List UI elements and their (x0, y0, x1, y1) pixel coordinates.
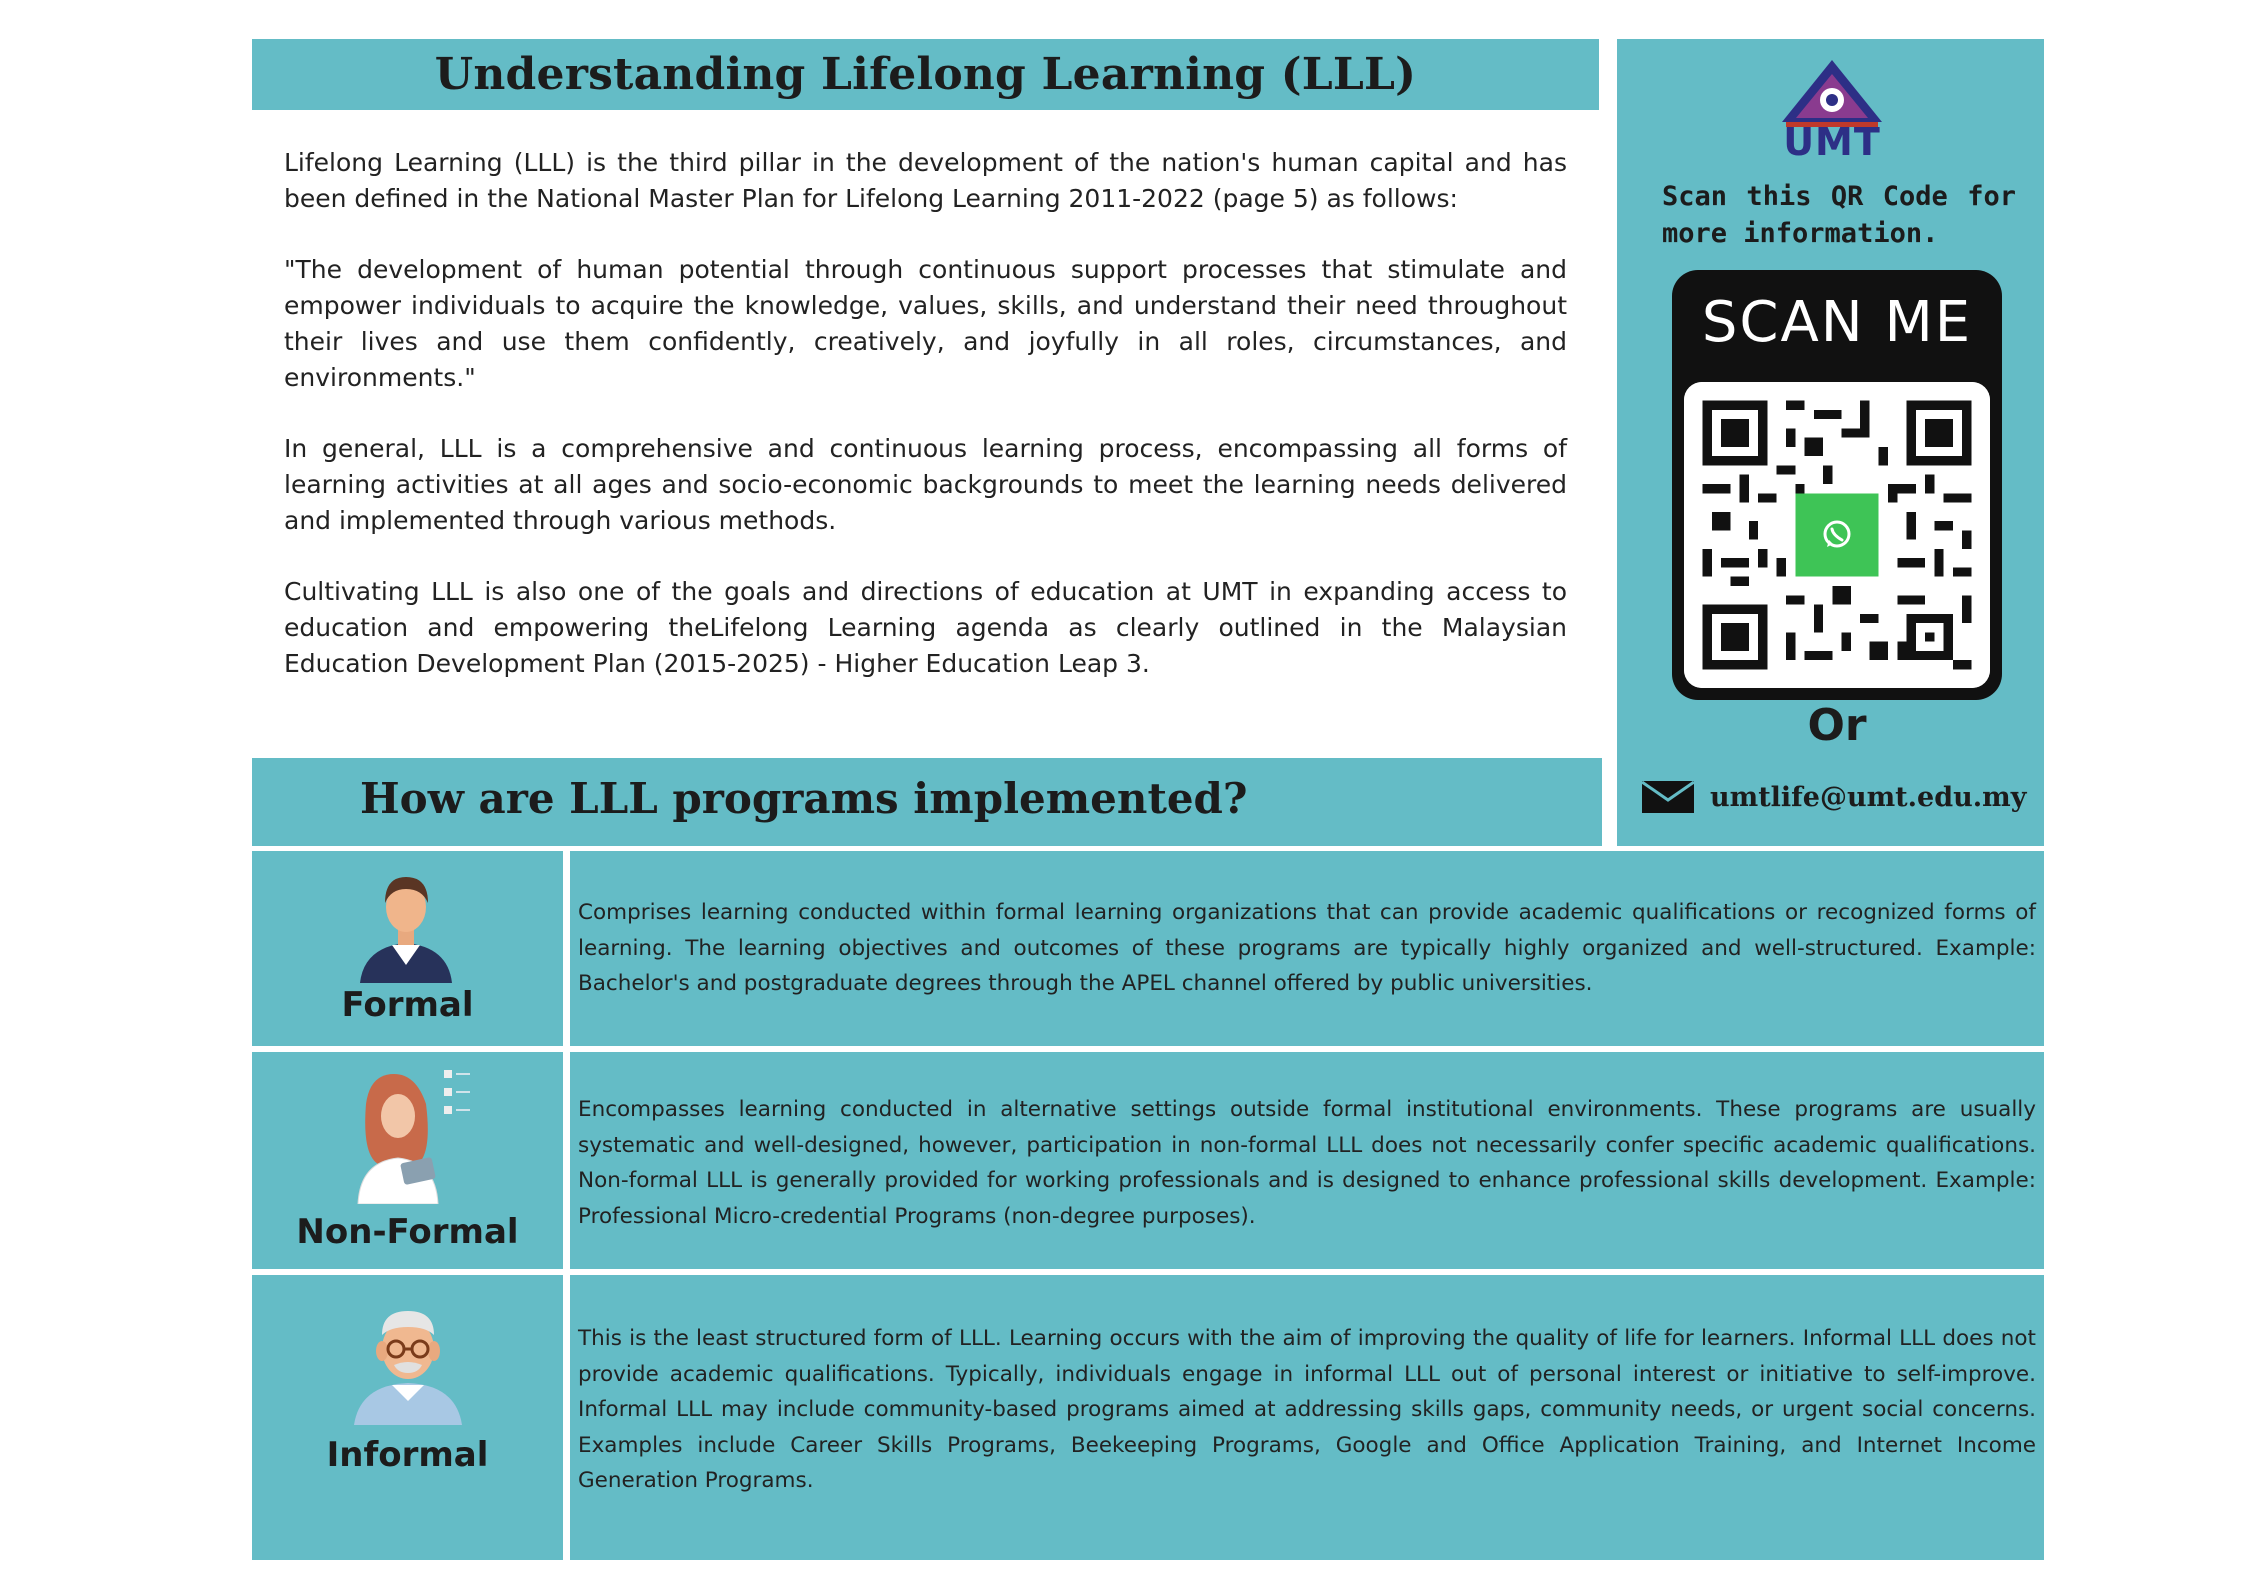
qr-code[interactable] (1684, 382, 1990, 688)
non-formal-label-cell (252, 1052, 563, 1269)
intro-paragraph-3: In general, LLL is a comprehensive and continuous learning process, encompassing all forms of learning activities at all ages and socio-economic backgrounds to meet the learning needs delivered and implemented through various methods. (284, 434, 1567, 535)
title-banner (252, 39, 1599, 110)
logo-text: UMT (1783, 120, 1881, 164)
informal-description-cell (570, 1275, 2044, 1560)
whatsapp-icon (1819, 517, 1855, 553)
email-address[interactable]: umtlife@umt.edu.my (1710, 781, 2027, 813)
row-description-informal: This is the least structured form of LLL. Learning occurs with the aim of improving the quality of life for learners. Informal LLL does not provide academic qualifications. Typically, individuals engage in informal LLL out of personal interest or initiative to self-improve. Informal LLL may include community-based programs aimed at addressing skills gaps, community needs, or urgent social concerns. Examples include Career Skills Programs, Beekeeping Programs, Google and Office Application Training, and Internet Income Generation Programs. (578, 1326, 2036, 1493)
intro-paragraph-4: Cultivating LLL is also one of the goals and directions of education at UMT in expanding access to education and empowering theLifelong Learning agenda as clearly outlined in the Malaysian Education Development Plan (2015-2025) - Higher Education Leap 3. (284, 577, 1567, 678)
scan-me-label: SCAN ME (1701, 290, 1973, 355)
row-description-non-formal: Encompasses learning conducted in alternative settings outside formal institutional environments. These programs are usually systematic and well-designed, however, participation in non-formal LLL does not necessarily confer specific academic qualifications. Non-formal LLL is generally provided for working professionals and is designed to enhance professional skills development. Example: Professional Micro-credential Programs (non-degree purposes). (578, 1097, 2036, 1229)
informal-label-cell (252, 1275, 563, 1560)
non-formal-description-cell (570, 1052, 2044, 1269)
woman-tablet-avatar-icon (344, 1064, 474, 1204)
mail-icon (1640, 779, 1696, 815)
section-header (252, 758, 1602, 846)
row-label-informal: Informal (326, 1435, 489, 1475)
scan-instruction: Scan this QR Code for more information. (1662, 181, 2016, 249)
page-title: Understanding Lifelong Learning (LLL) (434, 49, 1417, 100)
man-avatar-icon (352, 865, 460, 983)
formal-description-cell (570, 851, 2044, 1046)
intro-paragraph-1: Lifelong Learning (LLL) is the third pillar in the development of the nation's human capital and has been defined in the National Master Plan for Lifelong Learning 2011-2022 (page 5) as follows: (284, 148, 1567, 213)
email-contact[interactable] (1640, 775, 2030, 819)
section-title: How are LLL programs implemented? (360, 774, 1248, 823)
elderly-man-avatar-icon (348, 1305, 468, 1425)
intro-paragraph-2: "The development of human potential through continuous support processes that stimulate and empower individuals to acquire the knowledge, values, skills, and understand their need throughout their lives and use them confidently, creatively, and joyfully in all roles, circumstances, and environments." (284, 255, 1567, 392)
row-label-non-formal: Non-Formal (296, 1212, 519, 1252)
row-label-formal: Formal (341, 985, 474, 1025)
formal-label-cell (252, 851, 563, 1046)
intro-text (284, 145, 1567, 717)
or-text: Or (1807, 700, 1867, 751)
row-description-formal: Comprises learning conducted within formal learning organizations that can provide academic qualifications or recognized forms of learning. The learning objectives and outcomes of these programs are typically highly organized and well-structured. Example: Bachelor's and postgraduate degrees through the APEL channel offered by public universities. (578, 900, 2036, 996)
